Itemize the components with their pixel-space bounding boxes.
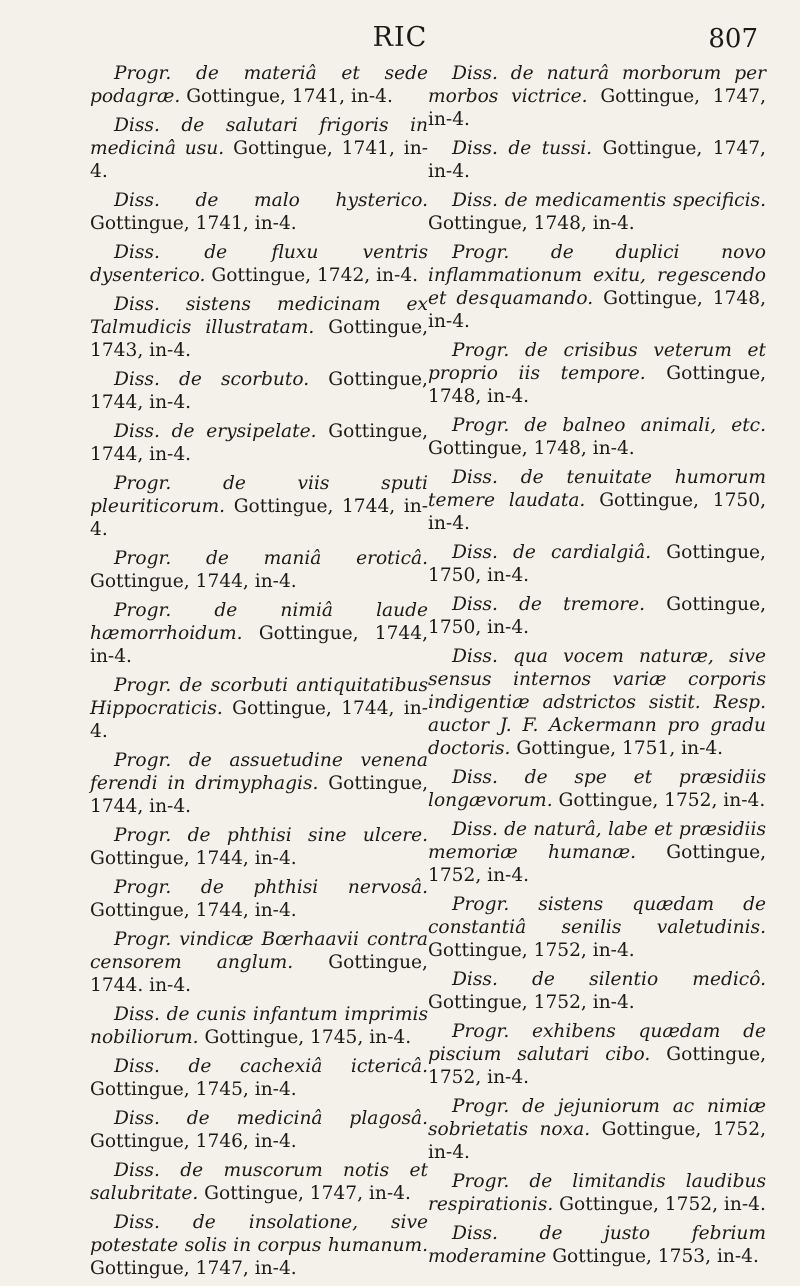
entry-imprint: Gottingue, 1752, in-4. [558,790,766,811]
entry-kind: Progr. [452,894,510,915]
entry-title: de fluxu ventris dysenterico. [90,242,428,286]
entry-kind: Progr. [114,473,172,494]
bibliography-entry [428,1020,766,1089]
entry-title: de cardialgiâ. [512,542,652,563]
bibliography-entry [428,137,766,183]
entry-kind: Diss. [114,1056,160,1077]
entry-title: de phthisi sine ulcere. [187,825,428,846]
bibliography-entry [428,62,766,131]
entry-kind: Diss. [114,1160,160,1181]
bibliography-entry [428,766,766,812]
entry-title: de tremore. [519,594,646,615]
bibliography-entry [90,1055,428,1101]
entry-imprint: Gottingue, 1747, in-4. [90,1258,297,1279]
entry-imprint: Gottingue, 1744, in-4. [90,848,297,869]
bibliography-entry [428,1095,766,1164]
bibliography-entry [90,1107,428,1153]
page-header [0,18,800,58]
bibliography-entry [428,1222,766,1268]
entry-imprint: Gottingue, 1752, in-4. [428,1119,766,1163]
bibliography-entry [428,593,766,639]
entry-kind: Diss. [114,1004,160,1025]
entry-imprint: Gottingue, 1747, in-4. [428,138,766,182]
bibliography-entry [90,824,428,870]
entry-imprint: Gottingue, 1745, in-4. [90,1079,297,1100]
entry-title: de crisibus veterum et proprio iis tempore. [428,340,766,384]
entry-imprint: Gottingue, 1745, in-4. [204,1027,412,1048]
page-number: 807 [708,24,758,54]
entry-kind: Progr. [114,825,172,846]
entry-title: sistens medicinam ex Talmudicis illustratam. [90,294,428,338]
bibliography-entry [90,1159,428,1205]
bibliography-entry [90,547,428,593]
entry-kind: Diss. [452,190,498,211]
entry-kind: Diss. [114,242,160,263]
entry-kind: Diss. [114,1212,160,1233]
bibliography-entry [428,466,766,535]
bibliography-entry [90,241,428,287]
entry-kind: Progr. [452,242,510,263]
entry-kind: Progr. [452,1021,510,1042]
bibliography-entry [90,189,428,235]
bibliography-entry [90,749,428,818]
entry-imprint: Gottingue, 1748, in-4. [428,363,766,407]
entry-title: de tenuitate humorum temere laudata. [428,467,766,511]
entry-title: exhibens quædam de piscium salutari cibo. [428,1021,766,1065]
entry-imprint: Gottingue, 1744, in-4. [90,496,428,540]
bibliography-entry [90,293,428,362]
entry-kind: Progr. [114,600,172,621]
bibliography-entry [428,541,766,587]
bibliography-entry [90,876,428,922]
entry-title: de scorbuti antiquitatibus Hippocraticis. [90,675,428,719]
entry-title: de naturâ morborum per morbos victrice. [428,63,766,107]
left-column [90,62,428,1286]
entry-imprint: Gottingue, 1744, in-4. [90,698,428,742]
entry-title: de nimiâ laude hæmorrhoidum. [90,600,428,644]
running-head: RIC [372,22,428,53]
entry-title: de malo hysterico. [195,190,428,211]
entry-kind: Progr. [452,340,510,361]
entry-title: de materiâ et sede podagræ. [90,63,428,107]
entry-title: de assuetudine venena ferendi in drimyphagis. [90,750,428,794]
entry-title: de phthisi nervosâ. [200,877,428,898]
entry-kind: Progr. [114,750,172,771]
entry-imprint: Gottingue, 1743, in-4. [90,317,428,361]
bibliography-entry [90,114,428,183]
entry-imprint: Gottingue, 1744. in-4. [90,952,428,996]
entry-imprint: Gottingue, 1741, in-4. [90,138,428,182]
entry-kind: Diss. [452,767,498,788]
entry-title: de medicinâ plagosâ. [186,1108,428,1129]
entry-title: de spe et præsidiis longævorum. [428,767,766,811]
right-column [428,62,766,1274]
entry-title: de balneo animali, etc. [524,415,766,436]
entry-title: de silentio medicô. [532,969,766,990]
entry-kind: Progr. [114,675,172,696]
entry-kind: Diss. [114,190,160,211]
entry-title: de medicamentis specificis. [504,190,766,211]
entry-kind: Progr. [114,63,172,84]
bibliography-entry [90,599,428,668]
bibliography-entry [90,420,428,466]
entry-title: de erysipelate. [171,421,317,442]
bibliography-entry [90,674,428,743]
entry-imprint: Gottingue, 1746, in-4. [90,1131,297,1152]
bibliography-entry [90,1003,428,1049]
entry-imprint: Gottingue, 1741, in-4. [90,213,297,234]
entry-title: vindicæ Bœrhaavii contra censorem anglum. [90,929,428,973]
bibliography-entry [90,368,428,414]
entry-imprint: Gottingue, 1752, in-4. [428,1044,766,1088]
bibliography-entry [428,893,766,962]
entry-imprint: Gottingue, 1748, in-4. [428,288,766,332]
entry-title: de cachexiâ ictericâ. [188,1056,428,1077]
entry-imprint: Gottingue, 1752, in-4. [428,940,635,961]
bibliography-entry [90,472,428,541]
bibliography-entry [428,241,766,333]
entry-title: de justo febrium moderamine [428,1223,766,1267]
entry-kind: Diss. [452,594,498,615]
bibliography-entry [428,968,766,1014]
entry-imprint: Gottingue, 1748, in-4. [428,213,635,234]
entry-imprint: Gottingue, 1751, in-4. [516,738,724,759]
entry-kind: Progr. [452,415,510,436]
entry-title: de jejuniorum ac nimiæ sobrietatis noxa. [428,1096,766,1140]
entry-imprint: Gottingue, 1750, in-4. [428,594,766,638]
bibliography-entry [428,339,766,408]
entry-title: de muscorum notis et salubritate. [90,1160,428,1204]
entry-title: de maniâ eroticâ. [206,548,428,569]
entry-imprint: Gottingue, 1747, in-4. [428,86,766,130]
entry-imprint: Gottingue, 1753, in-4. [552,1246,759,1267]
entry-title: de naturâ, labe et præsidiis memoriæ humanæ. [428,819,766,863]
entry-kind: Diss. [114,294,160,315]
entry-kind: Progr. [114,548,172,569]
entry-imprint: Gottingue, 1750, in-4. [428,542,766,586]
bibliography-entry [90,1211,428,1280]
entry-title: de insolatione, sive potestate solis in corpus humanum. [90,1212,428,1256]
entry-title: de viis sputi pleuriticorum. [90,473,428,517]
entry-imprint: Gottingue, 1752, in-4. [428,842,766,886]
entry-kind: Diss. [452,1223,498,1244]
bibliography-entry [428,189,766,235]
entry-kind: Diss. [114,1108,160,1129]
entry-kind: Diss. [114,369,160,390]
entry-kind: Diss. [114,115,160,136]
entry-imprint: Gottingue, 1744, in-4. [90,773,428,817]
entry-imprint: Gottingue, 1744, in-4. [90,421,428,465]
entry-kind: Diss. [114,421,160,442]
entry-title: de duplici novo inflammationum exitu, regescendo et desquamando. [428,242,766,309]
entry-title: de tussi. [508,138,593,159]
entry-kind: Progr. [452,1171,510,1192]
entry-kind: Diss. [452,819,498,840]
entry-imprint: Gottingue, 1752, in-4. [559,1194,766,1215]
entry-kind: Diss. [452,467,498,488]
entry-imprint: Gottingue, 1747, in-4. [204,1183,411,1204]
entry-title: sistens quædam de constantiâ senilis valetudinis. [428,894,766,938]
bibliography-entry [90,62,428,108]
entry-kind: Progr. [114,929,172,950]
entry-imprint: Gottingue, 1744, in-4. [90,369,428,413]
entry-kind: Diss. [452,646,498,667]
entry-imprint: Gottingue, 1744, in-4. [90,623,428,667]
bibliography-entry [428,414,766,460]
bibliography-entry [428,1170,766,1216]
entry-kind: Diss. [452,542,498,563]
entry-imprint: Gottingue, 1744, in-4. [90,571,297,592]
bibliography-entry [428,818,766,887]
entry-kind: Diss. [452,138,498,159]
entry-title: de salutari frigoris in medicinâ usu. [90,115,428,159]
entry-kind: Progr. [452,1096,510,1117]
entry-kind: Progr. [114,877,172,898]
entry-imprint: Gottingue, 1748, in-4. [428,438,635,459]
entry-kind: Diss. [452,969,498,990]
entry-kind: Diss. [452,63,498,84]
entry-title: de cunis infantum imprimis nobiliorum. [90,1004,428,1048]
entry-imprint: Gottingue, 1742, in-4. [211,265,419,286]
entry-imprint: Gottingue, 1741, in-4. [186,86,393,107]
entry-title: de limitandis laudibus respirationis. [428,1171,766,1215]
entry-imprint: Gottingue, 1752, in-4. [428,992,635,1013]
entry-imprint: Gottingue, 1744, in-4. [90,900,297,921]
entry-title: de scorbuto. [178,369,310,390]
bibliography-entry [90,928,428,997]
entry-title: qua vocem naturæ, sive sensus internos variæ corporis indigentiæ adstrictos sistit. Resp. auctor J. F. Ackermann pro gradu doctoris. [428,646,766,759]
bibliography-entry [428,645,766,760]
entry-imprint: Gottingue, 1750, in-4. [428,490,766,534]
